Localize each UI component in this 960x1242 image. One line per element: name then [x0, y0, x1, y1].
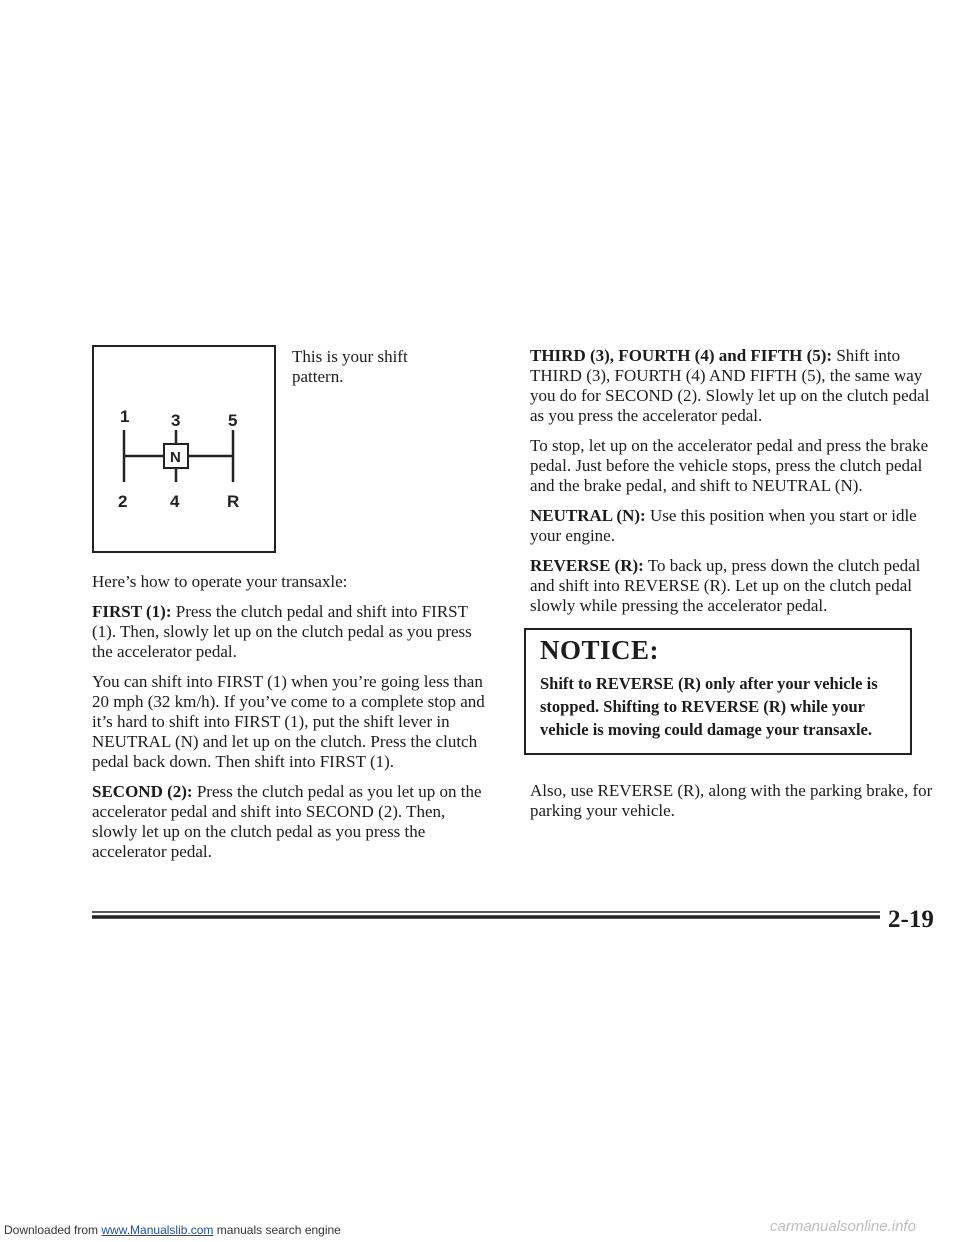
shift-pattern-graphic: [94, 347, 278, 555]
left-column: [92, 572, 492, 872]
watermark-text: carmanualsonline.info: [770, 1218, 916, 1235]
third-fourth-fifth-paragraph: [530, 346, 940, 426]
reverse-heading: REVERSE (R):: [530, 556, 644, 575]
reverse-paragraph: [530, 556, 940, 616]
notice-title: NOTICE:: [540, 635, 660, 665]
intro-paragraph: Here’s how to operate your transaxle:: [92, 572, 348, 591]
shift-pattern-caption: This is your shift pattern.: [292, 347, 408, 386]
second-gear-heading: SECOND (2):: [92, 782, 193, 801]
right-column: [530, 346, 940, 831]
first-gear-heading: FIRST (1):: [92, 602, 172, 621]
gear-4-label: 4: [170, 492, 180, 511]
gear-r-label: R: [227, 492, 240, 511]
third-fourth-fifth-text: Shift into THIRD (3), FOURTH (4) AND FIFTH (5), the same way you do for SECOND (2). Slowly let up on the clutch pedal as you press the accelerator pedal.: [530, 346, 930, 425]
first-gear-more-paragraph: You can shift into FIRST (1) when you’re going less than 20 mph (32 km/h). If you’ve come to a complete stop and it’s hard to shift into FIRST (1), put the shift lever in NEUTRAL (N) and let up on the clutch. Press the clutch pedal back down. Then shift into FIRST (1).: [92, 672, 485, 771]
reverse-text: To back up, press down the clutch pedal and shift into REVERSE (R). Let up on the clutch pedal slowly while pressing the accelerator pedal.: [530, 556, 921, 615]
footer-suffix: manuals search engine: [213, 1223, 341, 1237]
also-paragraph: Also, use REVERSE (R), along with the parking brake, for parking your vehicle.: [530, 781, 933, 820]
manualslib-link[interactable]: www.Manualslib.com: [101, 1223, 214, 1237]
gear-n-label: N: [170, 449, 181, 466]
third-fourth-fifth-heading: THIRD (3), FOURTH (4) and FIFTH (5):: [530, 346, 833, 365]
gear-3-label: 3: [171, 411, 181, 430]
gear-1-label: 1: [120, 407, 130, 426]
first-gear-paragraph: [92, 602, 492, 662]
notice-box: [524, 628, 912, 755]
notice-body: Shift to REVERSE (R) only after your vehicle is stopped. Shifting to REVERSE (R) while your vehicle is moving could damage your transaxle.: [540, 674, 878, 739]
page-number: 2-19: [888, 906, 934, 933]
page-footer-rule: [0, 900, 960, 940]
download-footer: [4, 1223, 341, 1237]
gear-2-label: 2: [118, 492, 128, 511]
gear-5-label: 5: [228, 411, 238, 430]
second-gear-text: Press the clutch pedal as you let up on the accelerator pedal and shift into SECOND (2). Then, slowly let up on the clutch pedal as you press the accelerator pedal.: [92, 782, 482, 861]
neutral-heading: NEUTRAL (N):: [530, 506, 646, 525]
shift-pattern-diagram: [92, 345, 276, 553]
second-gear-paragraph: [92, 782, 492, 862]
stop-paragraph: To stop, let up on the accelerator pedal and press the brake pedal. Just before the vehicle stops, press the clutch pedal and the brake pedal, and shift to NEUTRAL (N).: [530, 436, 929, 495]
first-gear-text: Press the clutch pedal and shift into FIRST (1). Then, slowly let up on the clutch pedal as you press the accelerator pedal.: [92, 602, 472, 661]
neutral-paragraph: [530, 506, 940, 546]
neutral-text: Use this position when you start or idle your engine.: [530, 506, 917, 545]
footer-prefix: Downloaded from: [4, 1223, 102, 1237]
